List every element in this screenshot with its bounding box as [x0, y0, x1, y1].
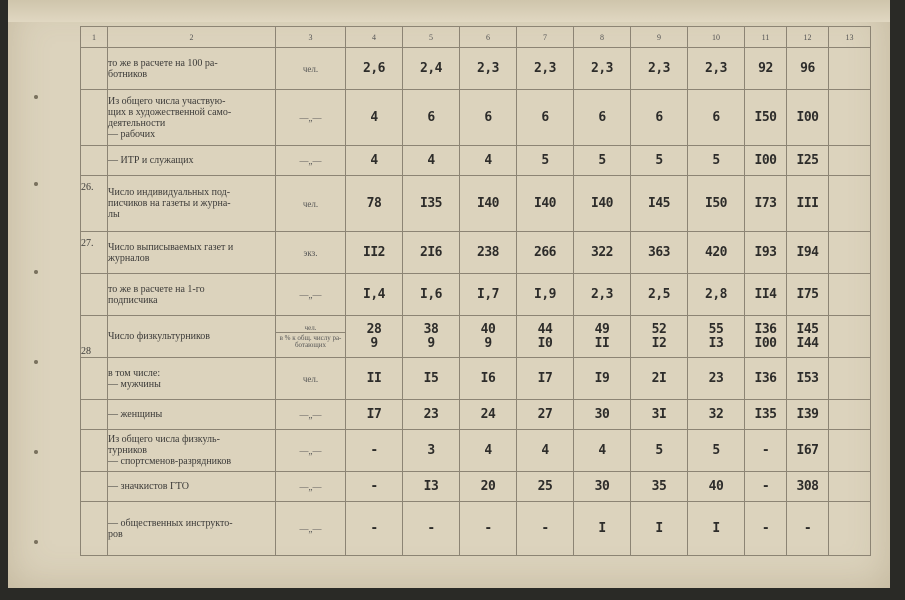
- value-cell: 6: [517, 90, 574, 146]
- binding-hole: [34, 95, 38, 99]
- value-cell: 4: [346, 90, 403, 146]
- value-cell: I93: [745, 232, 787, 274]
- value-cell: 2I6: [403, 232, 460, 274]
- value-cell: I39: [787, 400, 829, 430]
- value-absolute: I36: [754, 321, 777, 337]
- value-cell: 2,3: [688, 48, 745, 90]
- value-absolute: 55: [708, 321, 724, 337]
- table-row: [81, 358, 871, 400]
- value-cell: I35: [745, 400, 787, 430]
- unit-cell: [276, 316, 346, 358]
- value-cell: 2,3: [460, 48, 517, 90]
- value-cell: I67: [787, 430, 829, 472]
- row-label: в том числе: — мужчины: [108, 358, 276, 400]
- value-percent: I2: [651, 335, 667, 351]
- value-cell: -: [346, 430, 403, 472]
- row-label: — значкистов ГТО: [108, 472, 276, 502]
- value-cell: [688, 316, 745, 358]
- value-cell: 5: [631, 430, 688, 472]
- table-row: [81, 146, 871, 176]
- value-cell: I50: [688, 176, 745, 232]
- value-percent: I0: [537, 335, 553, 351]
- value-cell: [517, 316, 574, 358]
- unit-cell: —„—: [276, 430, 346, 472]
- value-cell: 5: [517, 146, 574, 176]
- value-cell: I,7: [460, 274, 517, 316]
- value-cell: 2,3: [574, 48, 631, 90]
- column-number: 9: [631, 27, 688, 48]
- value-cell: -: [745, 430, 787, 472]
- value-cell: I50: [745, 90, 787, 146]
- column-number: 5: [403, 27, 460, 48]
- value-cell: I40: [460, 176, 517, 232]
- table-row: [81, 316, 871, 358]
- table-row: [81, 400, 871, 430]
- empty-cell: [829, 358, 871, 400]
- value-absolute: 49: [594, 321, 610, 337]
- column-number: 3: [276, 27, 346, 48]
- value-cell: I25: [787, 146, 829, 176]
- binding-hole: [34, 182, 38, 186]
- empty-cell: [829, 400, 871, 430]
- value-cell: 4: [460, 430, 517, 472]
- row-label: — женщины: [108, 400, 276, 430]
- value-cell: -: [517, 502, 574, 556]
- value-cell: I,4: [346, 274, 403, 316]
- value-cell: I40: [574, 176, 631, 232]
- page-top-fold: [8, 0, 890, 22]
- value-cell: 4: [574, 430, 631, 472]
- value-cell: 3I: [631, 400, 688, 430]
- value-cell: 4: [403, 146, 460, 176]
- unit-cell: —„—: [276, 90, 346, 146]
- table-row: [81, 90, 871, 146]
- value-cell: -: [745, 472, 787, 502]
- value-cell: 32: [688, 400, 745, 430]
- value-cell: I94: [787, 232, 829, 274]
- column-number: 1: [81, 27, 108, 48]
- value-cell: 4: [346, 146, 403, 176]
- value-cell: [631, 316, 688, 358]
- table-row: [81, 502, 871, 556]
- value-absolute: 40: [480, 321, 496, 337]
- value-cell: 322: [574, 232, 631, 274]
- unit-cell: —„—: [276, 400, 346, 430]
- value-cell: [346, 316, 403, 358]
- binding-hole: [34, 270, 38, 274]
- row-number: [81, 472, 108, 502]
- value-cell: 2,4: [403, 48, 460, 90]
- value-cell: I: [688, 502, 745, 556]
- table-row: [81, 176, 871, 232]
- value-cell: I75: [787, 274, 829, 316]
- value-cell: 25: [517, 472, 574, 502]
- value-cell: -: [787, 502, 829, 556]
- column-number: 6: [460, 27, 517, 48]
- value-cell: 5: [688, 430, 745, 472]
- unit-cell: чел.: [276, 358, 346, 400]
- value-cell: II4: [745, 274, 787, 316]
- row-number: [81, 48, 108, 90]
- row-number: [81, 400, 108, 430]
- value-cell: -: [346, 472, 403, 502]
- value-cell: 6: [460, 90, 517, 146]
- value-cell: I35: [403, 176, 460, 232]
- value-cell: 30: [574, 400, 631, 430]
- value-cell: I53: [787, 358, 829, 400]
- value-cell: 2I: [631, 358, 688, 400]
- value-cell: [403, 316, 460, 358]
- value-cell: 30: [574, 472, 631, 502]
- value-cell: 2,3: [517, 48, 574, 90]
- value-percent: 9: [427, 335, 435, 351]
- row-label: — общественных инструкто- ров: [108, 502, 276, 556]
- column-number: 10: [688, 27, 745, 48]
- value-absolute: 28: [366, 321, 382, 337]
- value-cell: 6: [574, 90, 631, 146]
- column-number: 7: [517, 27, 574, 48]
- value-cell: I00: [745, 146, 787, 176]
- row-number: [81, 430, 108, 472]
- value-cell: III: [787, 176, 829, 232]
- table-row: [81, 232, 871, 274]
- unit-cell: чел.: [276, 48, 346, 90]
- value-absolute: 52: [651, 321, 667, 337]
- column-number: 8: [574, 27, 631, 48]
- value-cell: I40: [517, 176, 574, 232]
- row-number: [81, 90, 108, 146]
- value-cell: 2,3: [574, 274, 631, 316]
- value-cell: I36: [745, 358, 787, 400]
- value-cell: 5: [574, 146, 631, 176]
- unit-label: чел.: [304, 323, 317, 332]
- value-cell: 24: [460, 400, 517, 430]
- value-absolute: I45: [796, 321, 819, 337]
- row-label: Число индивидуальных под- писчиков на газеты и журна- лы: [108, 176, 276, 232]
- column-number: 12: [787, 27, 829, 48]
- row-number: 27.: [81, 232, 108, 274]
- row-number: [81, 274, 108, 316]
- row-label: — ИТР и служащих: [108, 146, 276, 176]
- value-cell: [574, 316, 631, 358]
- value-cell: 4: [517, 430, 574, 472]
- value-cell: 20: [460, 472, 517, 502]
- table-row: [81, 48, 871, 90]
- column-number: 4: [346, 27, 403, 48]
- binding-hole: [34, 450, 38, 454]
- value-percent: II: [594, 335, 610, 351]
- table-row: [81, 274, 871, 316]
- value-cell: 23: [403, 400, 460, 430]
- value-cell: 27: [517, 400, 574, 430]
- value-cell: 2,8: [688, 274, 745, 316]
- unit-cell: —„—: [276, 502, 346, 556]
- value-cell: I,6: [403, 274, 460, 316]
- empty-cell: [829, 48, 871, 90]
- value-cell: 266: [517, 232, 574, 274]
- value-cell: -: [745, 502, 787, 556]
- value-cell: 308: [787, 472, 829, 502]
- value-cell: I73: [745, 176, 787, 232]
- value-cell: -: [346, 502, 403, 556]
- value-cell: 96: [787, 48, 829, 90]
- value-cell: I45: [631, 176, 688, 232]
- value-cell: 4: [460, 146, 517, 176]
- value-cell: I: [574, 502, 631, 556]
- empty-cell: [829, 232, 871, 274]
- unit-cell: экз.: [276, 232, 346, 274]
- value-absolute: 38: [423, 321, 439, 337]
- value-cell: II2: [346, 232, 403, 274]
- unit-cell: —„—: [276, 146, 346, 176]
- statistics-table: [80, 26, 871, 556]
- value-cell: I: [631, 502, 688, 556]
- value-cell: I00: [787, 90, 829, 146]
- column-number: 2: [108, 27, 276, 48]
- value-cell: 23: [688, 358, 745, 400]
- unit-cell: чел.: [276, 176, 346, 232]
- unit-label-percent: в % к общ. числу ра-ботающих: [276, 332, 345, 349]
- row-label: то же в расчете на 1-го подписчика: [108, 274, 276, 316]
- row-number: 28: [81, 316, 108, 358]
- value-cell: 40: [688, 472, 745, 502]
- value-cell: 3: [403, 430, 460, 472]
- value-cell: [745, 316, 787, 358]
- value-cell: I9: [574, 358, 631, 400]
- value-cell: I7: [517, 358, 574, 400]
- value-cell: 92: [745, 48, 787, 90]
- value-cell: 6: [631, 90, 688, 146]
- value-cell: 5: [688, 146, 745, 176]
- empty-cell: [829, 90, 871, 146]
- value-cell: 2,3: [631, 48, 688, 90]
- value-cell: 35: [631, 472, 688, 502]
- value-cell: 363: [631, 232, 688, 274]
- value-cell: I,9: [517, 274, 574, 316]
- column-number-header: [81, 27, 871, 48]
- column-number: 11: [745, 27, 787, 48]
- value-percent: I3: [708, 335, 724, 351]
- value-cell: 78: [346, 176, 403, 232]
- column-number: 13: [829, 27, 871, 48]
- unit-cell: —„—: [276, 472, 346, 502]
- value-cell: [460, 316, 517, 358]
- value-absolute: 44: [537, 321, 553, 337]
- row-label: то же в расчете на 100 ра- ботников: [108, 48, 276, 90]
- row-label: Из общего числа физкуль- турников — спортсменов-разрядников: [108, 430, 276, 472]
- row-number: [81, 502, 108, 556]
- value-cell: 238: [460, 232, 517, 274]
- unit-cell: —„—: [276, 274, 346, 316]
- value-percent: 9: [370, 335, 378, 351]
- row-number: 26.: [81, 176, 108, 232]
- row-label: Число выписываемых газет и журналов: [108, 232, 276, 274]
- value-percent: 9: [484, 335, 492, 351]
- empty-cell: [829, 472, 871, 502]
- empty-cell: [829, 146, 871, 176]
- value-cell: 2,6: [346, 48, 403, 90]
- value-cell: 420: [688, 232, 745, 274]
- value-percent: I00: [754, 335, 777, 351]
- value-cell: 5: [631, 146, 688, 176]
- value-cell: [787, 316, 829, 358]
- row-label: Из общего числа участвую- щих в художественной само- деятельности — рабочих: [108, 90, 276, 146]
- value-cell: I6: [460, 358, 517, 400]
- value-cell: 2,5: [631, 274, 688, 316]
- row-number: [81, 358, 108, 400]
- row-label: Число физкультурников: [108, 316, 276, 358]
- empty-cell: [829, 502, 871, 556]
- binding-hole: [34, 540, 38, 544]
- table-row: [81, 472, 871, 502]
- value-cell: I3: [403, 472, 460, 502]
- empty-cell: [829, 316, 871, 358]
- value-cell: 6: [403, 90, 460, 146]
- value-cell: I5: [403, 358, 460, 400]
- value-percent: I44: [796, 335, 819, 351]
- value-cell: 6: [688, 90, 745, 146]
- binding-hole: [34, 360, 38, 364]
- row-number: [81, 146, 108, 176]
- value-cell: II: [346, 358, 403, 400]
- value-cell: -: [403, 502, 460, 556]
- value-cell: I7: [346, 400, 403, 430]
- table-row: [81, 430, 871, 472]
- empty-cell: [829, 430, 871, 472]
- empty-cell: [829, 176, 871, 232]
- empty-cell: [829, 274, 871, 316]
- value-cell: -: [460, 502, 517, 556]
